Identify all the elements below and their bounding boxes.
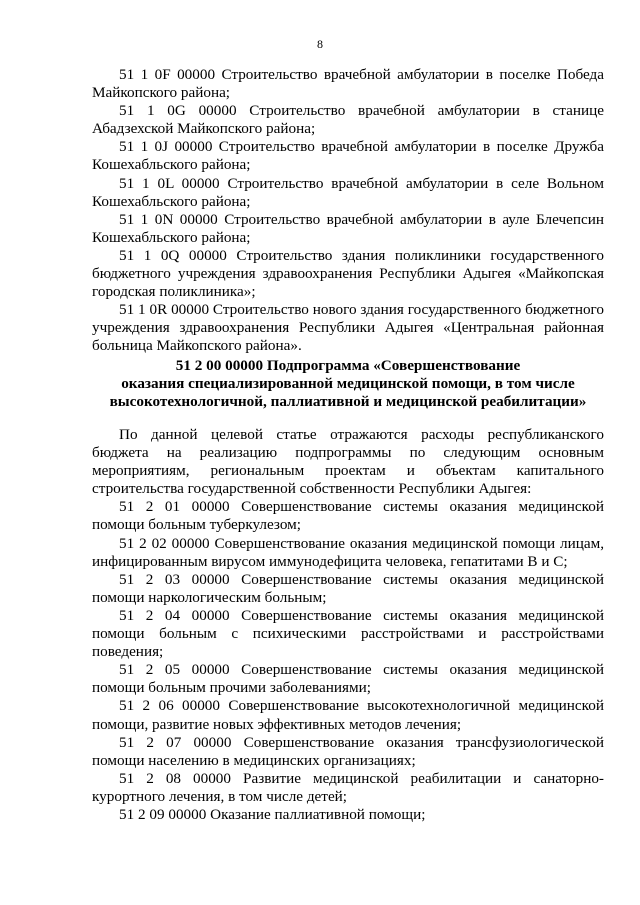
list-item: 51 2 03 00000 Совершенствование системы оказания медицинской помощи наркологическим больным;	[92, 570, 604, 606]
list-item: 51 1 0N 00000 Строительство врачебной амбулатории в ауле Блечепсин Кошехабльского района;	[92, 210, 604, 246]
list-item: 51 2 05 00000 Совершенствование системы оказания медицинской помощи больным прочими заболеваниями;	[92, 661, 604, 697]
subprogram-heading	[92, 357, 604, 411]
list-item: 51 2 02 00000 Совершенствование оказания медицинской помощи лицам, инфицированным вирусом иммунодефицита человека, гепатитами В и С;	[92, 534, 604, 570]
heading-line: высокотехнологичной, паллиативной и медицинской реабилитации»	[109, 393, 587, 411]
list-item: 51 1 0J 00000 Строительство врачебной амбулатории в поселке Дружба Кошехабльского района;	[92, 138, 604, 174]
list-item: 51 2 08 00000 Развитие медицинской реабилитации и санаторно-курортного лечения, в том числе детей;	[92, 769, 604, 805]
list-item: 51 1 0G 00000 Строительство врачебной амбулатории в станице Абадзехской Майкопского района;	[92, 102, 604, 138]
page-number: 8	[317, 37, 323, 51]
heading-line: 51 2 00 00000 Подпрограмма «Совершенствование	[175, 357, 521, 374]
heading-line: оказания специализированной медицинской помощи, в том числе	[121, 375, 575, 393]
list-item: 51 2 06 00000 Совершенствование высокотехнологичной медицинской помощи, развитие новых эффективных методов лечения;	[92, 697, 604, 733]
intro-paragraph: По данной целевой статье отражаются расходы республиканского бюджета на реализацию подпрограммы по следующим основным мероприятиям, региональным проектам и объектам капитального строительства государственной собственности Республики Адыгея:	[92, 426, 604, 498]
list-item: 51 2 01 00000 Совершенствование системы оказания медицинской помощи больным туберкулезом;	[92, 498, 604, 534]
list-item: 51 1 0R 00000 Строительство нового здания государственного бюджетного учреждения здравоохранения Республики Адыгея «Центральная районная больница Майкопского района».	[92, 301, 604, 355]
list-item: 51 1 0L 00000 Строительство врачебной амбулатории в селе Вольном Кошехабльского района;	[92, 174, 604, 210]
list-item: 51 2 07 00000 Совершенствование оказания трансфузиологической помощи населению в медицинских организациях;	[92, 733, 604, 769]
list-item: 51 1 0F 00000 Строительство врачебной амбулатории в поселке Победа Майкопского района;	[92, 66, 604, 102]
bottom-items-list	[92, 426, 604, 824]
top-items-list	[92, 66, 604, 356]
list-item: 51 2 04 00000 Совершенствование системы оказания медицинской помощи больным с психическими расстройствами и расстройствами поведения;	[92, 606, 604, 661]
list-item: 51 1 0Q 00000 Строительство здания поликлиники государственного бюджетного учреждения здравоохранения Республики Адыгея «Майкопская городская поликлиника»;	[92, 246, 604, 301]
list-item: 51 2 09 00000 Оказание паллиативной помощи;	[119, 805, 426, 823]
